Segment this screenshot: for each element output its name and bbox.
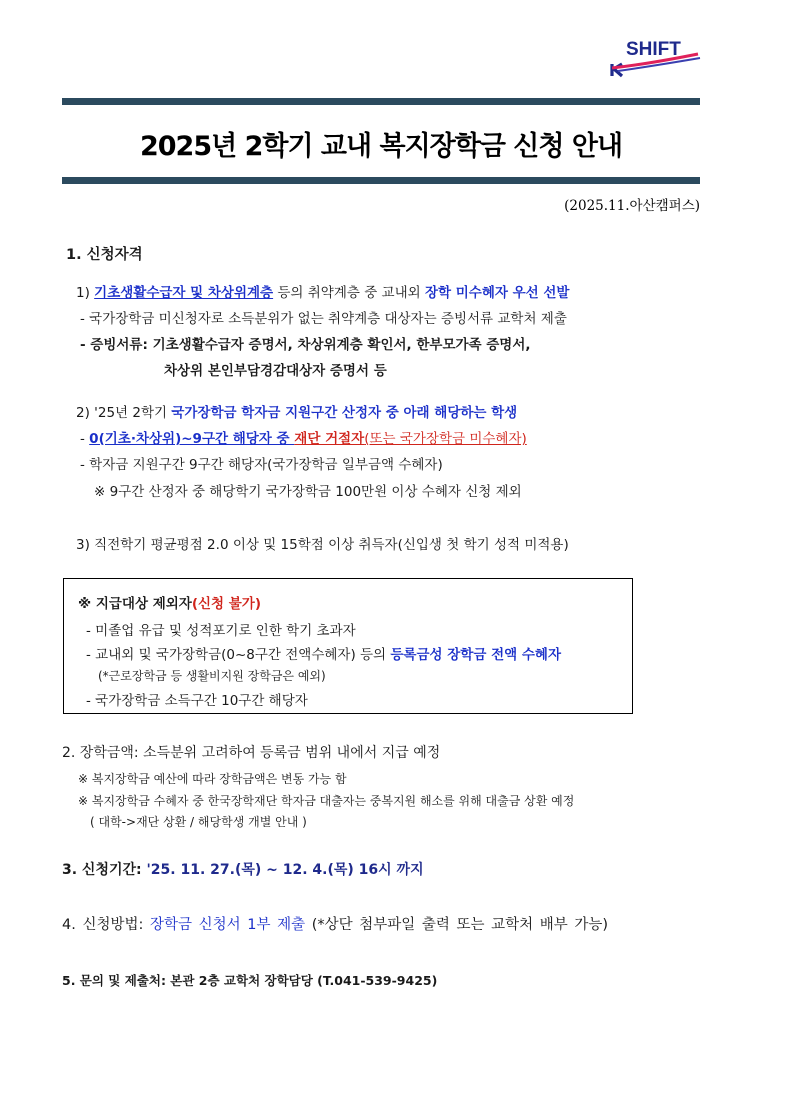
section5-line: 5. 문의 및 제출처: 본관 2층 교학처 장학담당 (T.041-539-9425) xyxy=(62,973,438,988)
section3-label: 3. 신청기간: xyxy=(62,862,147,878)
item2-sub1-dash: - xyxy=(80,431,90,447)
section2-note1: ※ 복지장학금 예산에 따라 장학금액은 변동 가능 함 xyxy=(78,772,347,786)
item1-sub2: - 증빙서류: 기초생활수급자 증명서, 차상위계층 확인서, 한부모가족 증명서, xyxy=(80,337,531,353)
item2-sub1-blue: 0(기초·차상위)~9구간 해당자 중 xyxy=(89,431,295,447)
section1-heading: 1. 신청자격 xyxy=(66,247,143,263)
item1-num: 1) xyxy=(76,285,90,301)
item3-line: 3) 직전학기 평균평점 2.0 이상 및 15학점 이상 취득자(신입생 첫 학기 성적 미적용) xyxy=(76,537,569,553)
campus-date: (2025.11.아산캠퍼스) xyxy=(564,198,700,214)
section4-label: 4. 신청방법: xyxy=(62,917,150,933)
item2-sub3: ※ 9구간 산정자 중 해당학기 국가장학금 100만원 이상 수혜자 신청 제외 xyxy=(94,484,522,500)
section4-rest: (*상단 첨부파일 출력 또는 교학처 배부 가능) xyxy=(305,917,609,933)
item2-highlight: 국가장학금 학자금 지원구간 산정자 중 아래 해당하는 학생 xyxy=(171,405,518,421)
exclusion-line4: - 국가장학금 소득구간 10구간 해당자 xyxy=(86,693,308,709)
item2-line xyxy=(76,401,517,421)
header-top-rule xyxy=(62,98,700,105)
item2-sub1 xyxy=(80,427,527,447)
item1-sub1: - 국가장학금 미신청자로 소득분위가 없는 취약계층 대상자는 증빙서류 교학처 제출 xyxy=(80,311,567,327)
kshift-logo xyxy=(608,38,702,78)
section2-line: 2. 장학금액: 소득분위 고려하여 등록금 범위 내에서 지급 예정 xyxy=(62,745,441,761)
page-title: 2025년 2학기 교내 복지장학금 신청 안내 xyxy=(139,131,623,162)
item2-sub1-red-bold: 재단 거절자 xyxy=(294,431,365,447)
exclusion-line2-pre: - 교내외 및 국가장학금(0~8구간 전액수혜자) 등의 xyxy=(86,647,391,663)
item1-sub3: 차상위 본인부담경감대상자 증명서 등 xyxy=(164,363,387,379)
logo-text: SHIFT xyxy=(626,39,681,60)
exclusion-title-text: ※ 지급대상 제외자 xyxy=(78,596,192,612)
item1-highlight1: 기초생활수급자 및 차상위계층 xyxy=(94,285,274,301)
section4-line xyxy=(62,913,608,934)
item1-highlight2: 장학 미수혜자 우선 선발 xyxy=(424,285,570,301)
item2-prefix: 2) '25년 2학기 xyxy=(76,405,172,421)
section4-blue: 장학금 신청서 1부 제출 xyxy=(149,917,306,933)
section2-note2: ※ 복지장학금 수혜자 중 한국장학재단 학자금 대출자는 중복지원 해소를 위해 대출금 상환 예정 xyxy=(78,794,575,808)
header-bottom-rule xyxy=(62,177,700,184)
exclusion-title-red: (신청 불가) xyxy=(191,596,262,612)
exclusion-line3: (*근로장학금 등 생활비지원 장학금은 예외) xyxy=(98,669,326,683)
item1-mid: 등의 취약계층 중 교내외 xyxy=(273,285,425,301)
item1-line xyxy=(76,281,569,301)
section3-line xyxy=(62,859,424,879)
exclusion-line2 xyxy=(86,643,561,663)
section3-value: '25. 11. 27.(목) ~ 12. 4.(목) 16시 까지 xyxy=(146,862,424,878)
exclusion-title xyxy=(78,592,261,612)
exclusion-line2-blue: 등록금성 장학금 전액 수혜자 xyxy=(390,647,561,663)
item2-sub1-red: (또는 국가장학금 미수혜자) xyxy=(364,431,527,447)
section2-note3: ( 대학->재단 상환 / 해당학생 개별 안내 ) xyxy=(90,815,307,829)
exclusion-line1: - 미졸업 유급 및 성적포기로 인한 학기 초과자 xyxy=(86,623,356,639)
item2-sub2: - 학자금 지원구간 9구간 해당자(국가장학금 일부금액 수혜자) xyxy=(80,457,443,473)
